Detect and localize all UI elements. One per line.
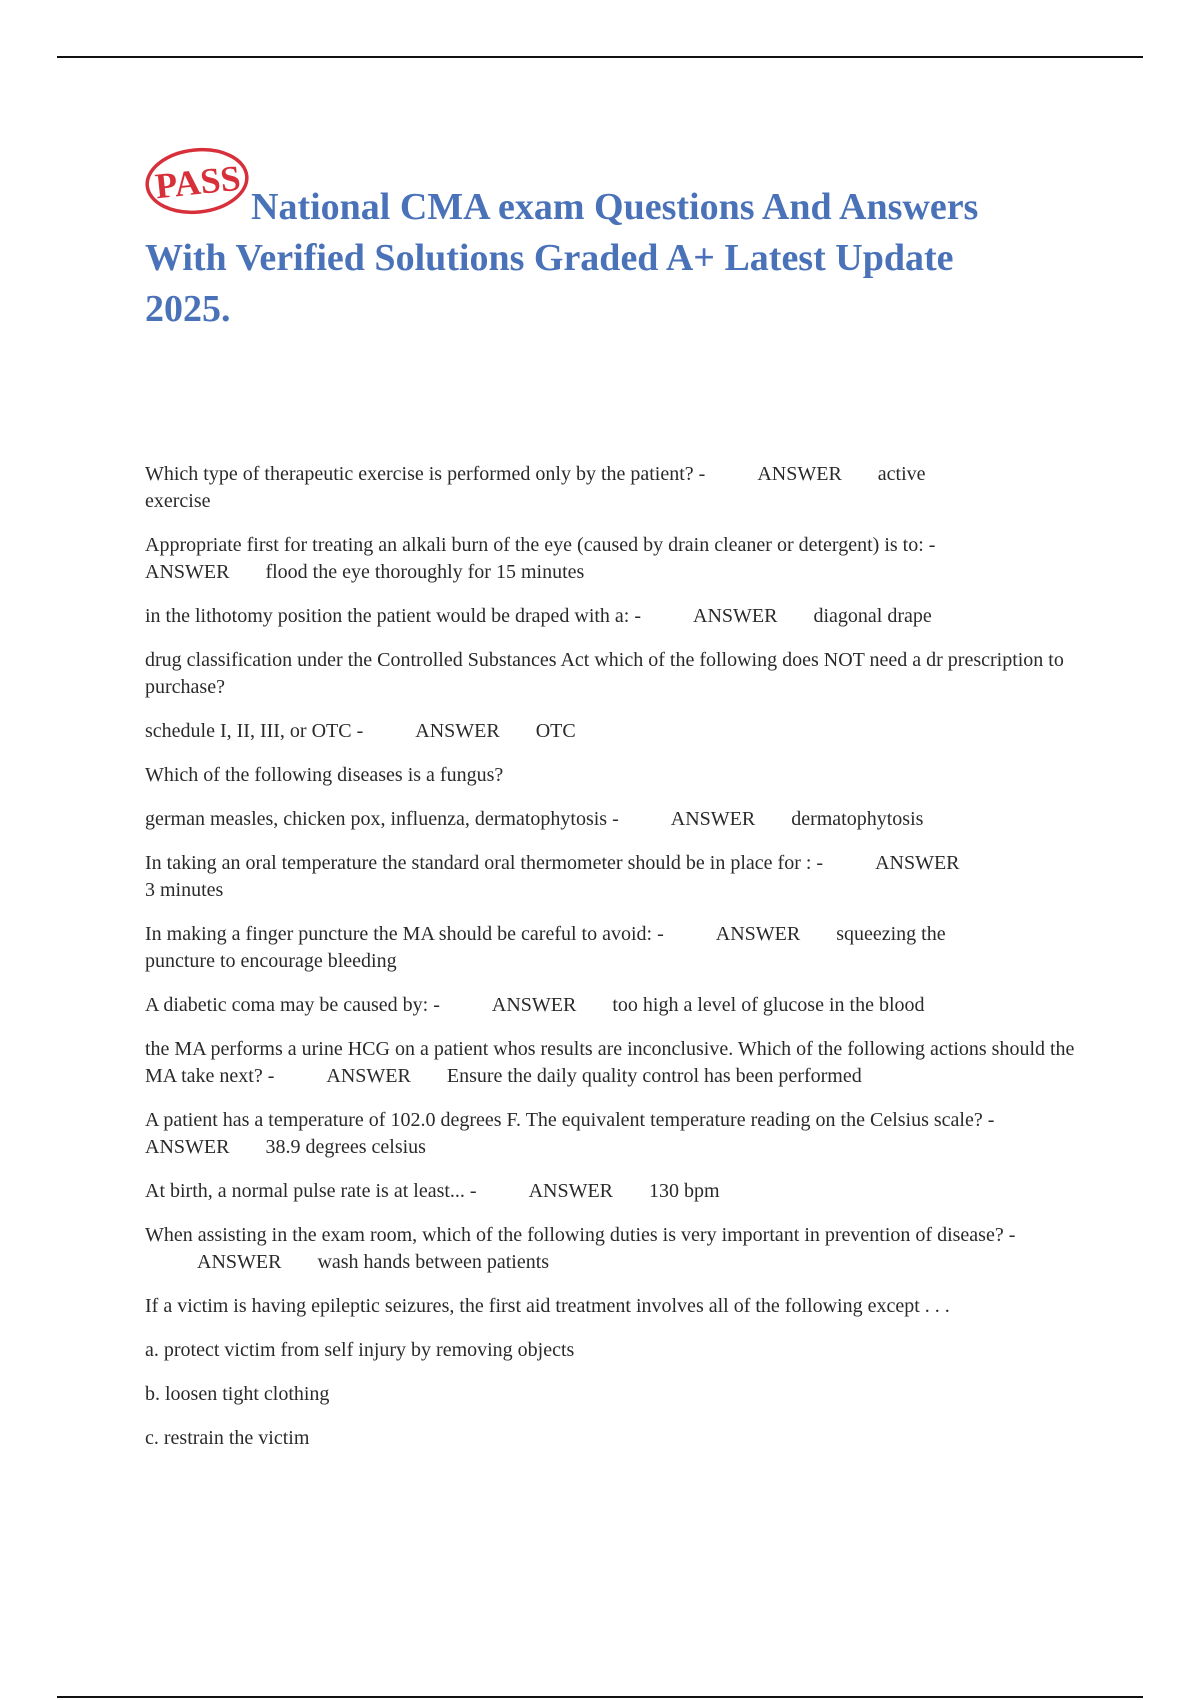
- qa-item: [145, 1178, 1095, 1205]
- answer-text-continued: puncture to encourage bleeding: [145, 950, 397, 972]
- question-text: In taking an oral temperature the standard oral thermometer should be in place for : -: [145, 852, 824, 874]
- qa-item: [145, 647, 1095, 701]
- answer-label: ANSWER: [693, 605, 778, 627]
- answer-label: ANSWER: [757, 463, 842, 485]
- question-text: drug classification under the Controlled Substances Act which of the following does NOT need a dr prescription to purchase?: [145, 649, 1064, 698]
- title-block: [145, 144, 1065, 335]
- top-rule: [57, 56, 1143, 58]
- qa-item: [145, 1293, 1095, 1320]
- qa-item: [145, 1222, 1095, 1276]
- answer-text: 3 minutes: [145, 879, 224, 901]
- qa-item: [145, 806, 1095, 833]
- qa-option: [145, 1381, 1095, 1408]
- answer-label: ANSWER: [875, 852, 960, 874]
- answer-label: ANSWER: [326, 1065, 411, 1087]
- qa-option: [145, 1425, 1095, 1452]
- qa-item: [145, 718, 1095, 745]
- qa-item: [145, 992, 1095, 1019]
- bottom-rule: [57, 1696, 1143, 1698]
- qa-item: [145, 1107, 1095, 1161]
- qa-item: [145, 603, 1095, 630]
- qa-item: [145, 850, 1095, 904]
- answer-text: 130 bpm: [649, 1180, 720, 1202]
- answer-label: ANSWER: [670, 808, 756, 830]
- question-text: Which type of therapeutic exercise is performed only by the patient? -: [145, 463, 706, 485]
- qa-list: [145, 461, 1095, 1469]
- answer-label: ANSWER: [145, 561, 230, 583]
- answer-text: Ensure the daily quality control has been performed: [446, 1065, 862, 1087]
- title-line-3: 2025.: [145, 288, 231, 330]
- title-line-2: With Verified Solutions Graded A+ Latest Update: [145, 237, 954, 279]
- option-text: a. protect victim from self injury by removing objects: [145, 1339, 575, 1361]
- question-text: If a victim is having epileptic seizures, the first aid treatment involves all of the following except . . .: [145, 1295, 950, 1317]
- question-text: Appropriate first for treating an alkali burn of the eye (caused by drain cleaner or detergent) is to: -: [145, 534, 936, 556]
- question-text: in the lithotomy position the patient would be draped with a: -: [145, 605, 642, 627]
- title-line-1: National CMA exam Questions And Answers: [251, 186, 979, 228]
- question-text: In making a finger puncture the MA should be careful to avoid: -: [145, 923, 664, 945]
- qa-item: [145, 1036, 1095, 1090]
- question-text: At birth, a normal pulse rate is at least... -: [145, 1180, 477, 1202]
- question-text: When assisting in the exam room, which of the following duties is very important in prevention of disease? -: [145, 1224, 1016, 1246]
- question-text: schedule I, II, III, or OTC -: [145, 720, 364, 742]
- question-text: A diabetic coma may be caused by: -: [145, 994, 440, 1016]
- question-text: the MA performs a urine HCG on a patient whos results are inconclusive. Which of the following actions should the MA take next? -: [145, 1038, 1075, 1087]
- answer-text: wash hands between patients: [317, 1251, 550, 1273]
- pass-stamp-logo: [145, 144, 251, 222]
- answer-text: too high a level of glucose in the blood: [612, 994, 925, 1016]
- answer-label: ANSWER: [197, 1251, 282, 1273]
- answer-text: diagonal drape: [813, 605, 932, 627]
- option-text: b. loosen tight clothing: [145, 1383, 330, 1405]
- answer-text: OTC: [535, 720, 576, 742]
- answer-text: squeezing the: [836, 923, 946, 945]
- qa-option: [145, 1337, 1095, 1364]
- qa-item: [145, 532, 1095, 586]
- answer-text: dermatophytosis: [791, 808, 924, 830]
- answer-label: ANSWER: [528, 1180, 614, 1202]
- question-text: german measles, chicken pox, influenza, dermatophytosis -: [145, 808, 619, 830]
- answer-label: ANSWER: [715, 923, 801, 945]
- answer-label: ANSWER: [145, 1136, 230, 1158]
- question-text: A patient has a temperature of 102.0 degrees F. The equivalent temperature reading on the Celsius scale? -: [145, 1109, 995, 1131]
- answer-label: ANSWER: [415, 720, 500, 742]
- qa-item: [145, 762, 1095, 789]
- answer-label: ANSWER: [491, 994, 577, 1016]
- question-text: Which of the following diseases is a fungus?: [145, 764, 504, 786]
- qa-item: [145, 921, 1095, 975]
- answer-text: 38.9 degrees celsius: [265, 1136, 426, 1158]
- option-text: c. restrain the victim: [145, 1427, 310, 1449]
- answer-text: flood the eye thoroughly for 15 minutes: [265, 561, 585, 583]
- qa-item: [145, 461, 1095, 515]
- answer-text-continued: exercise: [145, 490, 211, 512]
- answer-text: active: [877, 463, 926, 485]
- svg-text:PASS: PASS: [153, 157, 243, 207]
